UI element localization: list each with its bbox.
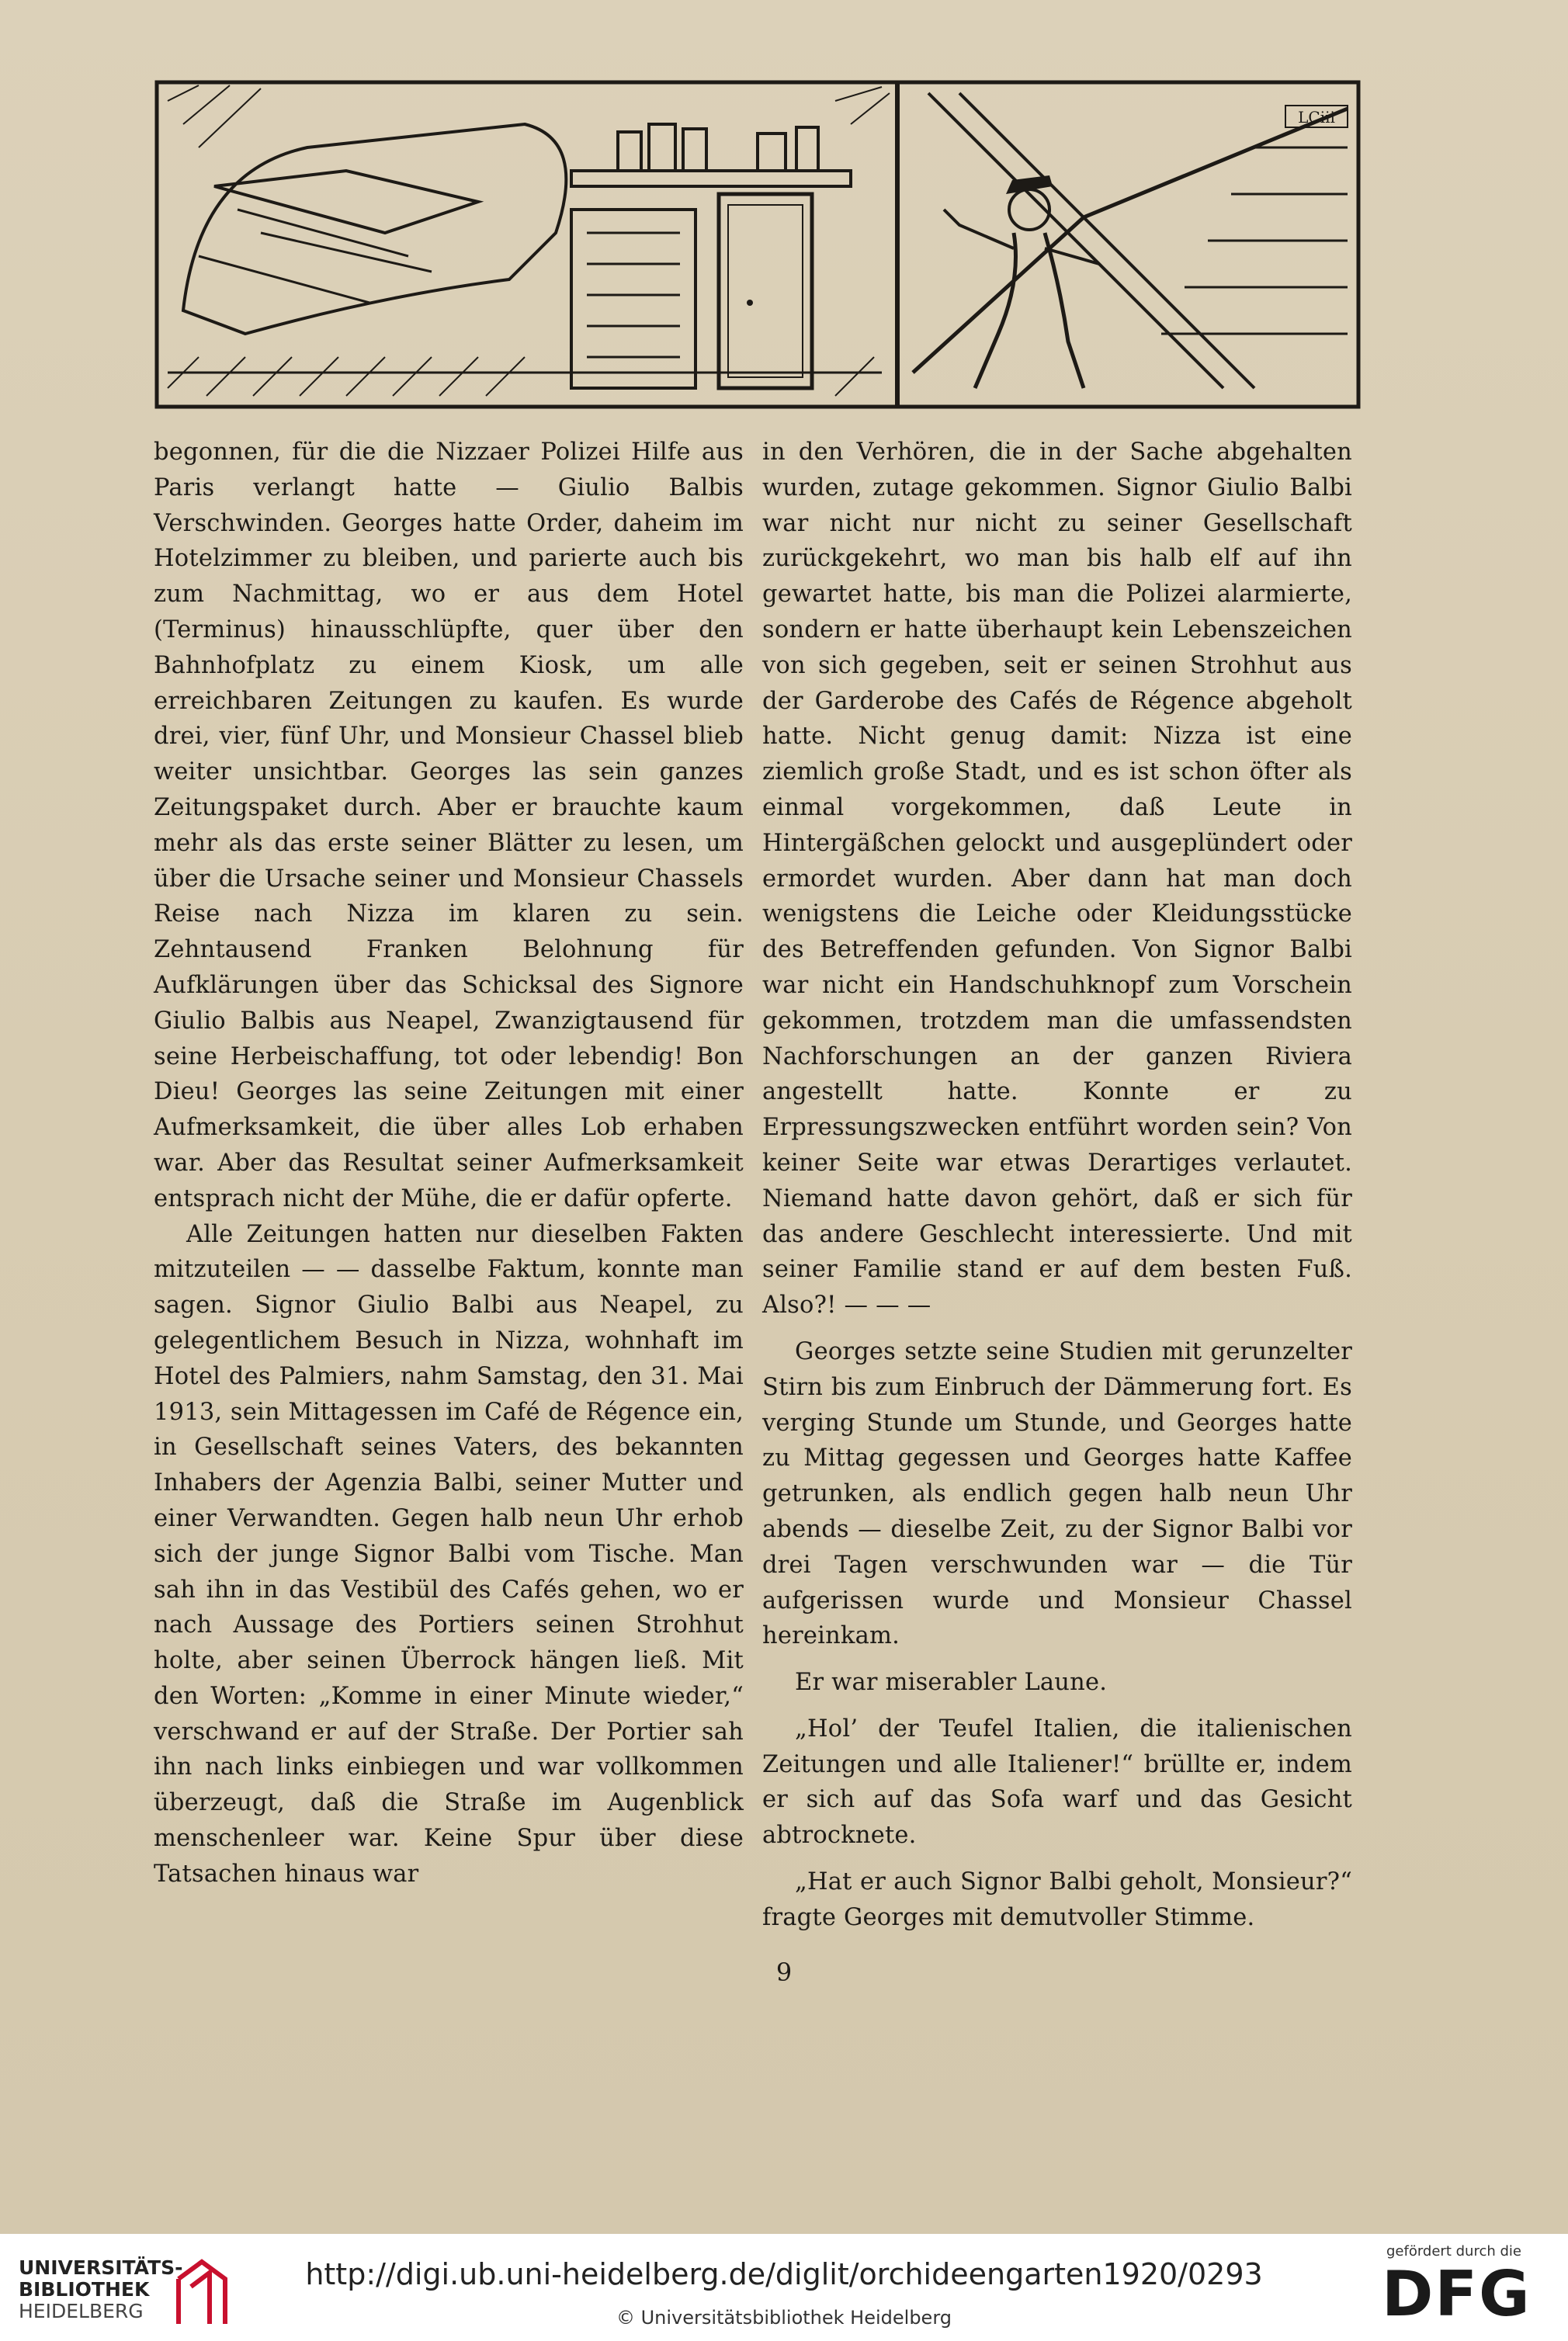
viewer-footer: [0, 2234, 1568, 2341]
woodcut-illustration: [152, 78, 1363, 411]
illustration-signature: LCiii: [1298, 108, 1335, 127]
paragraph: „Hol’ der Teufel Italien, die italienischen Zeitungen und alle Italiener!“ brüllte er, indem er sich auf das Sofa warf und das Gesicht abtrocknete.: [762, 1715, 1352, 1850]
paragraph: in den Verhören, die in der Sache abgehalten wurden, zutage gekommen. Signor Giulio Balbi war nicht nur nicht zu seiner Gesellschaft zurückgekehrt, wo man bis halb elf auf ihn gewartet hatte, bis man die Polizei alarmierte, sondern er hatte überhaupt kein Lebenszeichen von sich gegeben, seit er seinen Strohhut aus der Garderobe des Cafés de Régence abgeholt hatte. Nicht genug damit: Nizza ist eine ziemlich große Stadt, und es ist schon öfter als einmal vorgekommen, daß Leute in Hintergäßchen gelockt und ausgeplündert oder ermordet wurden. Aber dann hat man doch wenigstens die Leiche oder Kleidungsstücke des Betreffenden gefunden. Von Signor Balbi war nicht ein Handschuhknopf zum Vorschein gekommen, trotzdem man die umfassendsten Nachforschungen an der ganzen Riviera angestellt hatte. Konnte er zu Erpressungszwecken entführt worden sein? Von keiner Seite war etwas Derartiges verlautet. Niemand hatte davon gehört, daß er sich für das andere Geschlecht interessierte. Und mit seiner Familie stand er auf dem besten Fuß. Also?! — — —: [762, 439, 1352, 1320]
right-text-column: [762, 435, 1352, 1936]
paragraph: „Hat er auch Signor Balbi geholt, Monsieur?“ fragte Georges mit demutvoller Stimme.: [762, 1868, 1352, 1931]
paragraph: Georges setzte seine Studien mit gerunzelter Stirn bis zum Einbruch der Dämmerung fort. Es verging Stunde um Stunde, und Georges hatte zu Mittag gegessen und Georges hatte Kaffee getrunken, als endlich gegen halb neun Uhr abends — dieselbe Zeit, zu der Signor Balbi vor drei Tagen verschwunden war — die Tür aufgerissen wurde und Monsieur Chassel hereinkam.: [762, 1337, 1352, 1650]
paragraph: begonnen, für die die Nizzaer Polizei Hilfe aus Paris verlangt hatte — Giulio Balbis Verschwinden. Georges hatte Order, daheim im Hotelzimmer zu bleiben, und parierte auch bis zum Nachmittag, wo er aus dem Hotel (Terminus) hinausschlüpfte, quer über den Bahnhofplatz zu einem Kiosk, um alle erreichbaren Zeitungen zu kaufen. Es wurde drei, vier, fünf Uhr, und Monsieur Chassel blieb weiter unsichtbar. Georges las sein ganzes Zeitungspaket durch. Aber er brauchte kaum mehr als das erste seiner Blätter zu lesen, um über die Ursache seiner und Monsieur Chassels Reise nach Nizza im klaren zu sein. Zehntausend Franken Belohnung für Aufklärungen über das Schicksal des Signore Giulio Balbis aus Neapel, Zwanzigtausend für seine Herbeischaffung, tot oder lebendig! Bon Dieu! Georges las seine Zeitungen mit einer Aufmerksamkeit, die über alles Lob erhaben war. Aber das Resultat seiner Aufmerksamkeit entsprach nicht der Mühe, die er dafür opferte.: [154, 439, 744, 1212]
library-name-line3: HEIDELBERG: [19, 2300, 144, 2322]
copyright-notice: © Universitätsbibliothek Heidelberg: [616, 2307, 952, 2329]
library-name-line2: BIBLIOTHEK: [19, 2278, 150, 2301]
funder-logo-text: DFG: [1382, 2258, 1532, 2330]
page-number: 9: [775, 1958, 793, 1987]
permalink-url[interactable]: http://digi.ub.uni-heidelberg.de/diglit/orchideengarten1920/0293: [305, 2257, 1263, 2291]
paragraph: Er war miserabler Laune.: [795, 1669, 1108, 1697]
library-name-line1: UNIVERSITÄTS-: [19, 2256, 183, 2279]
paragraph: Alle Zeitungen hatten nur dieselben Fakten mitzuteilen — — dasselbe Faktum, konnte man sagen. Signor Giulio Balbi aus Neapel, zu gelegentlichem Besuch in Nizza, wohnhaft im Hotel des Palmiers, nahm Samstag, den 31. Mai 1913, sein Mittagessen im Café de Régence ein, in Gesellschaft seines Vaters, des bekannten Inhabers der Agenzia Balbi, seiner Mutter und einer Verwandten. Gegen halb neun Uhr erhob sich der junge Signor Balbi vom Tische. Man sah ihn in das Vestibül des Cafés gehen, wo er nach Aussage des Portiers seinen Strohhut holte, aber seinen Überrock hängen ließ. Mit den Worten: „Komme in einer Minute wieder,“ verschwand er auf der Straße. Der Portier sah ihn nach links einbiegen und war vollkommen überzeugt, daß die Straße im Augenblick menschenleer war. Keine Spur über diese Tatsachen hinaus war: [154, 1220, 744, 1888]
left-text-column: [154, 435, 744, 1892]
funder-note: gefördert durch die: [1386, 2243, 1521, 2259]
dfg-logo[interactable]: [1382, 2243, 1545, 2336]
